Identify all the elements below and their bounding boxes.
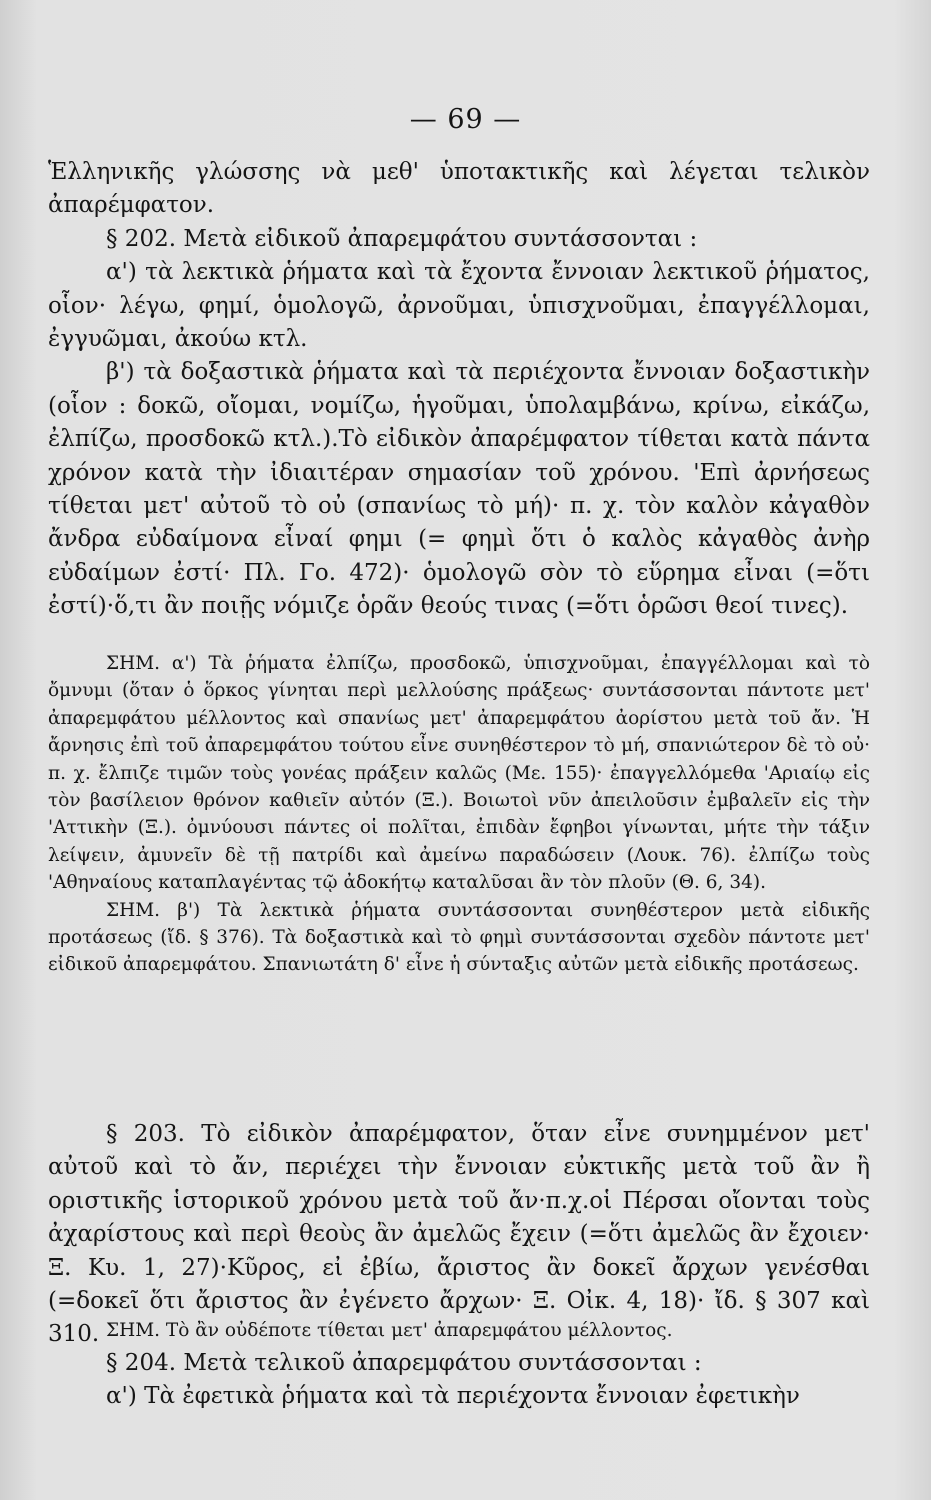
main-text-block-1 [48,156,870,624]
paragraph: ΣΗΜ. Τὸ ἂν οὐδέποτε τίθεται μετ' ἀπαρεμφάτου μέλλοντος. [106,1320,673,1341]
paragraph: ΣΗΜ. β') Τὰ λεκτικὰ ῥήματα συντάσσονται συνηθέστερον μετὰ εἰδικῆς προτάσεως (ἴδ. § 376). Τὰ δοξαστικὰ καὶ τὸ φημὶ συντάσσονται σχεδὸν πάντοτε μετ' εἰδικοῦ ἀπαρεμφάτου. Σπανιωτάτη δ' εἶνε ἡ σύνταξις αὐτῶν μετὰ εἰδικῆς προτάσεως. [48,899,870,976]
paragraph: α') Τὰ ἐφετικὰ ῥήματα καὶ τὰ περιέχοντα ἔννοιαν ἐφετικὴν [106,1383,800,1410]
paragraph: § 202. Μετὰ εἰδικοῦ ἀπαρεμφάτου συντάσσονται : [106,225,698,252]
paragraph: § 203. Τὸ εἰδικὸν ἀπαρέμφατον, ὅταν εἶνε συνημμένον μετ' αὐτοῦ καὶ τὸ ἄν, περιέχει τὴν ἔννοιαν εὐκτικῆς μετὰ τοῦ ἂν ἢ οριστικῆς ἱστορικοῦ χρόνου μετὰ τοῦ ἄν·π.χ.οἱ Πέρσαι οἴονται τοὺς ἀχαρίστους καὶ περὶ θεοὺς ἂν ἀμελῶς ἔχειν (=ὅτι ἀμελῶς ἂν ἔχοιεν· Ξ. Κυ. 1, 27)·Κῦρος, εἰ ἐβίω, ἄριστος ἂν δοκεῖ ἄρχων γενέσθαι (=δοκεῖ ὅτι ἄριστος ἂν ἐγένετο ἄρχων· Ξ. Οἰκ. 4, 18)· ἴδ. § 307 καὶ 310. [48,1121,870,1348]
note-block-1 [48,650,870,979]
paragraph: α') τὰ λεκτικὰ ῥήματα καὶ τὰ ἔχοντα ἔννοιαν λεκτικοῦ ῥήματος, οἷον· λέγω, φημί, ὁμολογῶ, ἀρνοῦμαι, ὑπισχνοῦμαι, ἐπαγγέλλομαι, ἐγγυῶμαι, ἀκούω κτλ. [48,259,870,353]
paragraph: ΣΗΜ. α') Τὰ ῥήματα ἐλπίζω, προσδοκῶ, ὑπισχνοῦμαι, ἐπαγγέλλομαι καὶ τὸ ὄμνυμι (ὅταν ὁ ὅρκος γίνηται περὶ μελλούσης πράξεως· συντάσσονται πάντοτε μετ' ἀπαρεμφάτου μέλλοντος καὶ σπανίως μετ' ἀπαρεμφάτου ἀορίστου μετὰ τοῦ ἄν. Ἡ ἄρνησις ἐπὶ τοῦ ἀπαρεμφάτου τούτου εἶνε συνηθέστερον τὸ μή, σπανιώτερον δὲ τὸ οὐ· π. χ. ἔλπιζε τιμῶν τοὺς γονέας πράξειν καλῶς (Με. 155)· ἐπαγγελλόμεθα 'Αριαίῳ εἰς τὸν βασίλειον θρόνον καθιεῖν αὐτόν (Ξ.). Βοιωτοὶ νῦν ἀπειλοῦσιν ἐμβαλεῖν εἰς τὴν 'Αττικὴν (Ξ.). ὀμνύουσι πάντες οἱ πολῖται, ἐπιδὰν ἔφηβοι γίνωνται, μήτε τὴν τάξιν λείψειν, ἀμυνεῖν δὲ τῇ πατρίδι καὶ ἀμείνω παραδώσειν (Λουκ. 76). ἐλπίζω τοὺς 'Αθηναίους καταπλαγέντας τῷ ἀδοκήτῳ καταλῦσαι ἂν τὸν πλοῦν (Θ. 6, 34). [48,653,870,894]
paragraph: β') τὰ δοξαστικὰ ῥήματα καὶ τὰ περιέχοντα ἔννοιαν δοξαστικὴν (οἷον : δοκῶ, οἴομαι, νομίζω, ἡγοῦμαι, ὑπολαμβάνω, κρίνω, εἰκάζω, ἐλπίζω, προσδοκῶ κτλ.).Τὸ εἰδικὸν ἀπαρέμφατον τίθεται κατὰ πάντα χρόνον κατὰ τὴν ἰδιαιτέραν σημασίαν τοῦ χρόνου. 'Επὶ ἀρνήσεως τίθεται μετ' αὐτοῦ τὸ οὐ (σπανίως τὸ μή)· π. χ. τὸν καλὸν κἀγαθὸν ἄνδρα εὐδαίμονα εἶναί φημι (= φημὶ ὅτι ὁ καλὸς κἀγαθὸς ἀνὴρ εὐδαίμων ἐστί· Πλ. Γο. 472)· ὁμολογῶ σὸν τὸ εὕρημα εἶναι (=ὅτι ἐστί)·ὅ,τι ἂν ποιῇς νόμιζε ὁρᾶν θεούς τινας (=ὅτι ὁρῶσι θεοί τινες). [48,359,870,620]
page-number: — 69 — [409,104,522,135]
paragraph: § 204. Μετὰ τελικοῦ ἀπαρεμφάτου συντάσσονται : [106,1350,702,1376]
note-block-2 [48,1317,870,1344]
main-text-block-3 [48,1347,870,1414]
paragraph: Ἑλληνικῆς γλώσσης νὰ μεθ' ὑποτακτικῆς καὶ λέγεται τελικὸν ἀπαρέμφατον. [48,159,870,219]
